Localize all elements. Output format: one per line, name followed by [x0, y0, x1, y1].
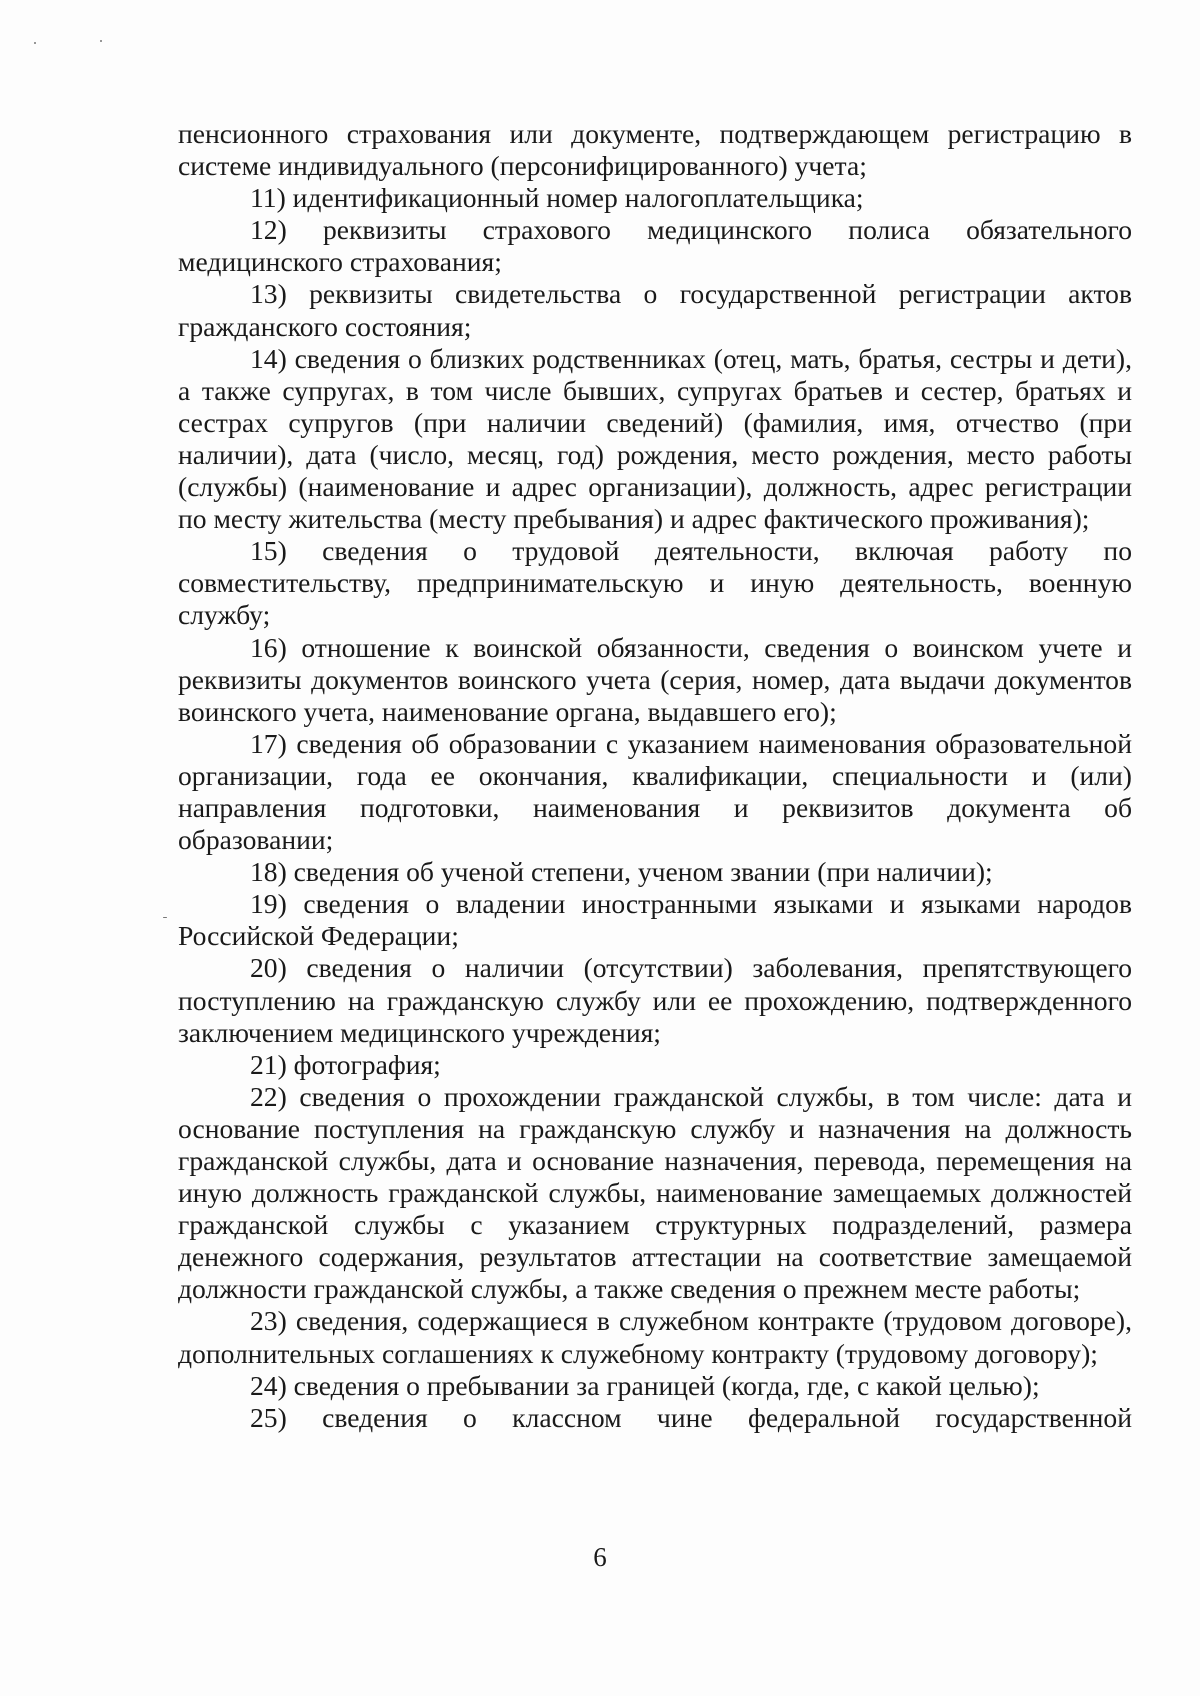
list-item-14: 14) сведения о близких родственниках (отец, мать, братья, сестры и дети), а также супругах, в том числе бывших, супругах братьев и сестер, братьях и сестрах супругов (при наличии сведений) (фамилия, имя, отчество (при наличии), дата (число, месяц, год) рождения, место рождения, место работы (службы) (наименование и адрес организации), должность, адрес регистрации по месту жительства (месту пребывания) и адрес фактического проживания);: [178, 342, 1132, 535]
document-body: [178, 118, 1132, 1434]
scan-speck: [34, 42, 36, 44]
page-number: 6: [593, 1542, 607, 1572]
list-item-25: 25) сведения о классном чине федеральной государственной: [250, 1401, 1132, 1433]
list-item-18: 18) сведения об ученой степени, ученом звании (при наличии);: [250, 856, 993, 888]
list-item-16: 16) отношение к воинской обязанности, сведения о воинском учете и реквизиты документов воинского учета (серия, номер, дата выдачи документов воинского учета, наименование органа, выдавшего его);: [178, 631, 1132, 727]
list-item-24: 24) сведения о пребывании за границей (когда, где, с какой целью);: [250, 1369, 1040, 1401]
list-item-17: 17) сведения об образовании с указанием наименования образовательной организации, года ее окончания, квалификации, специальности и (или) направления подготовки, наименования и реквизитов документа об образовании;: [178, 727, 1132, 856]
list-item-11: 11) идентификационный номер налогоплательщика;: [250, 182, 864, 214]
scan-speck: [163, 917, 167, 918]
list-item-12: 12) реквизиты страхового медицинского полиса обязательного медицинского страхования;: [178, 214, 1132, 278]
list-item-23: 23) сведения, содержащиеся в служебном контракте (трудовом договоре), дополнительных соглашениях к служебному контракту (трудовому договору);: [178, 1305, 1132, 1369]
scan-speck: [100, 40, 102, 42]
list-item-19: 19) сведения о владении иностранными языками и языками народов Российской Федерации;: [178, 888, 1132, 952]
list-item-13: 13) реквизиты свидетельства о государственной регистрации актов гражданского состояния;: [178, 278, 1132, 342]
list-item-15: 15) сведения о трудовой деятельности, включая работу по совместительству, предпринимательскую и иную деятельность, военную службу;: [178, 535, 1132, 631]
paragraph-continuation: пенсионного страхования или документе, подтверждающем регистрацию в системе индивидуального (персонифицированного) учета;: [178, 118, 1132, 182]
list-item-21: 21) фотография;: [250, 1048, 441, 1080]
list-item-20: 20) сведения о наличии (отсутствии) заболевания, препятствующего поступлению на гражданскую службу или ее прохождению, подтвержденного заключением медицинского учреждения;: [178, 952, 1132, 1048]
list-item-22: 22) сведения о прохождении гражданской службы, в том числе: дата и основание поступления на гражданскую службу и назначения на должность гражданской службы, дата и основание назначения, перевода, перемещения на иную должность гражданской службы, наименование замещаемых должностей гражданской службы с указанием структурных подразделений, размера денежного содержания, результатов аттестации на соответствие замещаемой должности гражданской службы, а также сведения о прежнем месте работы;: [178, 1080, 1132, 1305]
